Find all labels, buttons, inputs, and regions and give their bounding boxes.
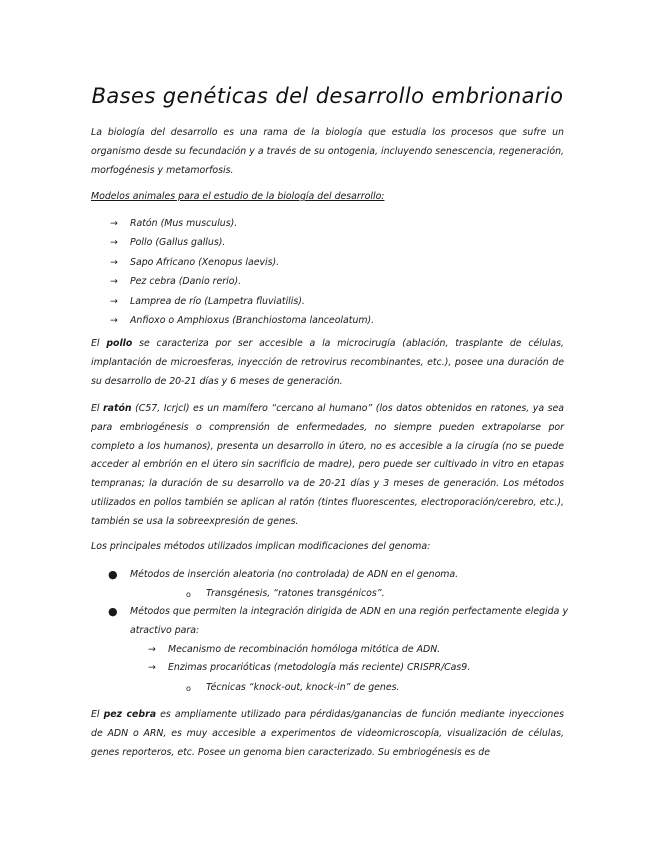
arrow-icon: →	[148, 644, 156, 655]
arrow-icon: →	[110, 256, 118, 268]
list-item: → Pollo (Gallus gallus).	[110, 233, 560, 252]
pollo-term: pollo	[106, 338, 133, 349]
list-item: → Sapo Africano (Xenopus laevis).	[110, 253, 560, 272]
bullet-icon: ●	[108, 568, 118, 581]
circle-bullet-icon: o	[186, 590, 191, 599]
arrow-icon: →	[110, 276, 118, 288]
raton-term: ratón	[103, 403, 132, 414]
arrow-icon: →	[110, 237, 118, 249]
arrow-icon: →	[110, 314, 118, 326]
models-list	[110, 214, 560, 330]
page-title: Bases genéticas del desarrollo embrionario	[91, 84, 564, 108]
pez-term: pez cebra	[103, 709, 157, 720]
pollo-paragraph: El pollo se caracteriza por ser accesible a la microcirugía (ablación, trasplante de células, implantación de microesferas, inyección de retrovirus recombinantes, etc.), posee una duración de su desarrollo de 20-21 días y 6 meses de generación.	[91, 338, 564, 387]
list-item: → Ratón (Mus musculus).	[110, 214, 560, 233]
models-heading: Modelos animales para el estudio de la biología del desarrollo:	[91, 191, 385, 202]
pez-paragraph: El pez cebra es ampliamente utilizado para pérdidas/ganancias de función mediante inyecciones de ADN o ARN, es muy accesible a experimentos de videomicroscopía, visualización de células, genes reporteros, etc. Posee un genoma bien caracterizado. Su embriogénesis es de	[91, 709, 564, 758]
arrow-icon: →	[110, 218, 118, 229]
arrow-icon: →	[148, 662, 156, 673]
list-item: → Anfioxo o Amphioxus (Branchiostoma lanceolatum).	[110, 311, 560, 330]
arrow-icon: →	[110, 295, 118, 307]
methods-intro: Los principales métodos utilizados implican modificaciones del genoma:	[91, 541, 431, 552]
list-item: → Pez cebra (Danio rerio).	[110, 272, 560, 291]
document-page: Bases genéticas del desarrollo embrionario La biología del desarrollo es una rama de la biología que estudia los procesos que sufre un organismo desde su fecundación y a través de su ontogenia, incluyendo senescencia, regeneración, morfogénesis y metamorfosis. Modelos animales para el estudio de la biología del desarrollo: → Ratón (Mus musculus). → Pollo (Gallus gallus). → Sapo Africano (Xenopus laevis). → Pez cebra (Danio rerio). → Lamprea de río (Lampetra fluviatilis). → Anfioxo o Amphioxus (Branchiostoma lanceolatum). El pollo se caracteriza por ser accesible a la microcirugía (ablación, trasplante de células, implantación de microesferas, inyección de retrovirus recombinantes, etc.), posee una duración de su desarrollo de 20-21 días y 6 meses de generación. El ratón (C57, Icrjcl) es un mamífero “cercano al humano” (los datos obtenidos en ratones, ya sea para embriogénesis o comprensión de enfermedades, no siempre pueden extrapolarse por completo a los humanos), presenta un desarrollo in útero, no es accesible a la cirugía (no se puede acceder al embrión en el útero sin sacrificio de madre), pero puede ser cultivado in vitro en etapas tempranas; la duración de su desarrollo va de 20-21 días y 3 meses de generación. Los métodos utilizados en pollos también se aplican al ratón (tintes fluorescentes, electroporación/cerebro, etc.), también se usa la sobreexpresión de genes. Los principales métodos utilizados implican modificaciones del genoma: ● Métodos de inserción aleatoria (no controlada) de ADN en el genoma. o Transgénesis, “ratones transgénicos”. ● Métodos que permiten la integración dirigida de ADN en una región perfectamente elegida y atractivo para: → Mecanismo de recombinación homóloga mitótica de ADN. → Enzimas procarióticas (metodología más reciente) CRISPR/Cas9. o Técnicas “knock-out, knock-in” de genes. El pez cebra es ampliamente utilizado para pérdidas/ganancias de función mediante inyecciones de ADN o ARN, es muy accesible a experimentos de videomicroscopía, visualización de células, genes reporteros, etc. Posee un genoma bien caracterizado. Su embriogénesis es de	[0, 0, 655, 848]
bullet-icon: ●	[108, 605, 118, 618]
circle-bullet-icon: o	[186, 684, 191, 693]
intro-paragraph: La biología del desarrollo es una rama de la biología que estudia los procesos que sufre un organismo desde su fecundación y a través de su ontogenia, incluyendo senescencia, regeneración, morfogénesis y metamorfosis.	[91, 127, 564, 176]
raton-paragraph: El ratón (C57, Icrjcl) es un mamífero “cercano al humano” (los datos obtenidos en ratones, ya sea para embriogénesis o comprensión de enfermedades, no siempre pueden extrapolarse por completo a los humanos), presenta un desarrollo in útero, no es accesible a la cirugía (no se puede acceder al embrión en el útero sin sacrificio de madre), pero puede ser cultivado in vitro en etapas tempranas; la duración de su desarrollo va de 20-21 días y 3 meses de generación. Los métodos utilizados en pollos también se aplican al ratón (tintes fluorescentes, electroporación/cerebro, etc.), también se usa la sobreexpresión de genes.	[91, 403, 564, 527]
list-item: → Lamprea de río (Lampetra fluviatilis).	[110, 292, 560, 311]
